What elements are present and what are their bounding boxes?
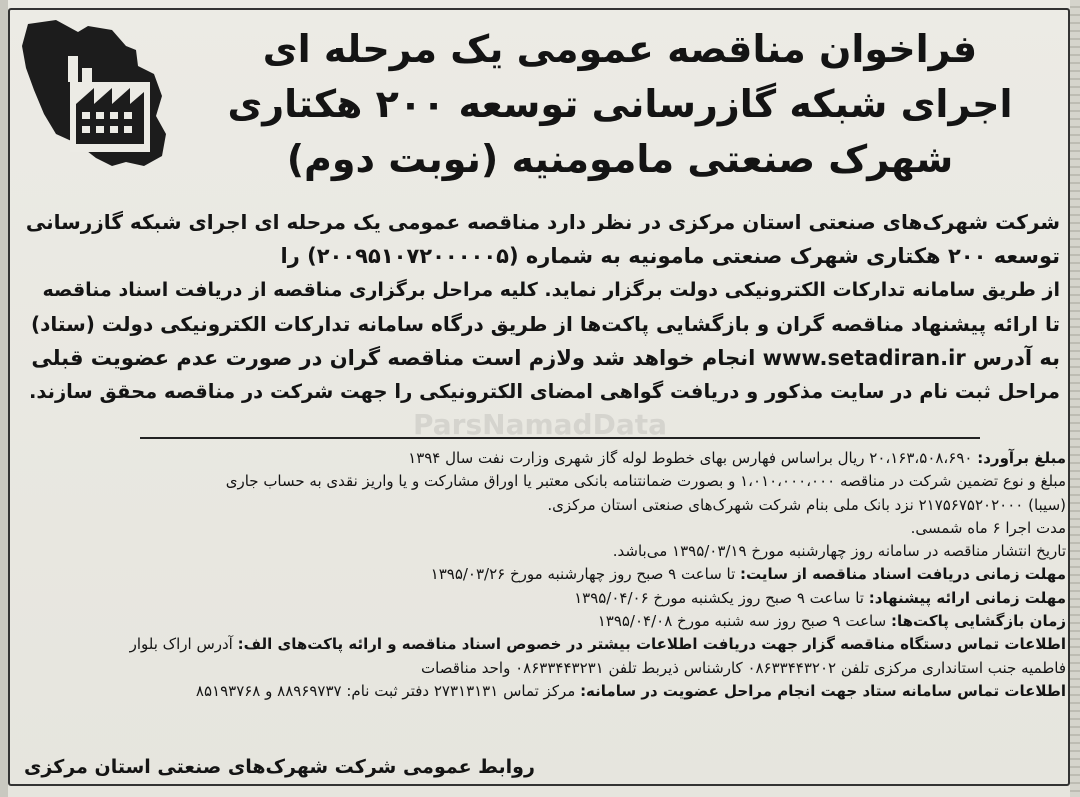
detail-text: (سیبا) ۲۱۷۵۶۷۵۲۰۲۰۰۰ نزد بانک ملی بنام شرکت شهرک‌های صنعتی استان مرکزی. bbox=[547, 495, 1066, 514]
footer-signature: روابط عمومی شرکت شهرک‌های صنعتی استان مرکزی bbox=[24, 756, 535, 778]
intro-line: شرکت شهرک‌های صنعتی استان مرکزی در نظر دارد مناقصه عمومی یک مرحله ای اجرای شبکه گازرسانی bbox=[25, 210, 1060, 234]
detail-line bbox=[14, 494, 1066, 517]
detail-text: ۲۰،۱۶۳،۵۰۸،۶۹۰ ریال براساس فهارس بهای خطوط لوله گاز شهری وزارت نفت سال ۱۳۹۴ bbox=[408, 449, 978, 467]
intro-paragraph bbox=[24, 205, 1060, 409]
detail-label: مهلت زمانی ارائه پیشنهاد: bbox=[868, 588, 1066, 607]
detail-label: مهلت زمانی دریافت اسناد مناقصه از سایت: bbox=[740, 565, 1066, 584]
section-divider bbox=[140, 437, 980, 439]
detail-line bbox=[14, 470, 1066, 493]
detail-line bbox=[14, 680, 1066, 703]
detail-text: مرکز تماس ۲۷۳۱۳۱۳۱ دفتر ثبت نام: ۸۸۹۶۹۷۳۷ و ۸۵۱۹۳۷۶۸ bbox=[195, 681, 581, 700]
intro-line: توسعه ۲۰۰ هکتاری شهرک صنعتی مامونیه به شماره (۲۰۰۹۵۱۰۷۲۰۰۰۰۰۵) را bbox=[280, 244, 1060, 268]
headline-line-3: شهرک صنعتی مامومنیه (نوبت دوم) bbox=[286, 137, 954, 181]
iran-map-factory-icon bbox=[16, 16, 176, 186]
watermark-text: ParsNamadData bbox=[413, 408, 667, 441]
detail-line bbox=[14, 447, 1066, 470]
detail-label: مبلغ برآورد: bbox=[977, 449, 1066, 467]
detail-line bbox=[14, 540, 1066, 563]
detail-label: زمان بازگشایی پاکت‌ها: bbox=[890, 612, 1066, 631]
headline-line-1: فراخوان مناقصه عمومی یک مرحله ای bbox=[262, 27, 978, 71]
detail-line bbox=[14, 563, 1066, 586]
intro-line: از طریق سامانه تدارکات الکترونیکی دولت برگزار نماید. کلیه مراحل برگزاری مناقصه از دریافت اسناد مناقصه bbox=[42, 279, 1060, 301]
headline-line-2: اجرای شبکه گازرسانی توسعه ۲۰۰ هکتاری bbox=[227, 82, 1013, 126]
detail-text: مبلغ و نوع تضمین شرکت در مناقصه ۱،۰۱۰،۰۰۰،۰۰۰ و بصورت ضمانتنامه بانکی معتبر یا اوراق مشارکت و یا واریز نقدی به حساب جاری bbox=[225, 472, 1066, 491]
detail-text: مدت اجرا ۶ ماه شمسی. bbox=[910, 518, 1066, 537]
detail-line bbox=[14, 633, 1066, 656]
intro-line: تا ارائه پیشنهاد مناقصه گران و بازگشایی پاکت‌ها از طریق درگاه سامانه تدارکات الکترونیکی دولت (ستاد) bbox=[30, 312, 1060, 336]
detail-line bbox=[14, 657, 1066, 680]
detail-line bbox=[14, 587, 1066, 610]
detail-text: تا ساعت ۹ صبح روز چهارشنبه مورخ ۱۳۹۵/۰۳/۲۶ bbox=[430, 565, 741, 584]
detail-text: تا ساعت ۹ صبح روز یکشنبه مورخ ۱۳۹۵/۰۴/۰۶ bbox=[574, 588, 869, 607]
detail-label: اطلاعات تماس دستگاه مناقصه گزار جهت دریافت اطلاعات بیشتر در خصوص اسناد مناقصه و ارائه پاکت‌های الف: bbox=[237, 635, 1066, 654]
ad-headline bbox=[180, 22, 1060, 187]
details-list bbox=[14, 447, 1066, 703]
detail-text: فاطمیه جنب استانداری مرکزی تلفن ۰۸۶۳۳۴۴۳۲۰۲ کارشناس ذیربط تلفن ۰۸۶۳۳۴۴۳۲۳۱ واحد مناقصات bbox=[421, 658, 1066, 677]
detail-line bbox=[14, 610, 1066, 633]
left-edge bbox=[0, 0, 8, 797]
detail-text: تاریخ انتشار مناقصه در سامانه روز چهارشنبه مورخ ۱۳۹۵/۰۳/۱۹ می‌باشد. bbox=[612, 542, 1066, 561]
intro-line: به آدرس www.setadiran.ir انجام خواهد شد ولازم است مناقصه گران در صورت عدم عضویت قبلی bbox=[31, 346, 1060, 370]
detail-label: اطلاعات تماس سامانه ستاد جهت انجام مراحل عضویت در سامانه: bbox=[580, 681, 1066, 700]
adjacent-column-edge bbox=[1070, 0, 1080, 797]
detail-text: ساعت ۹ صبح روز سه شنبه مورخ ۱۳۹۵/۰۴/۰۸ bbox=[597, 612, 891, 631]
intro-line: مراحل ثبت نام در سایت مذکور و دریافت گواهی امضای الکترونیکی را جهت شرکت در مناقصه محقق سازند. bbox=[28, 380, 1060, 403]
detail-text: آدرس اراک بلوار bbox=[129, 635, 238, 654]
detail-line bbox=[14, 517, 1066, 540]
